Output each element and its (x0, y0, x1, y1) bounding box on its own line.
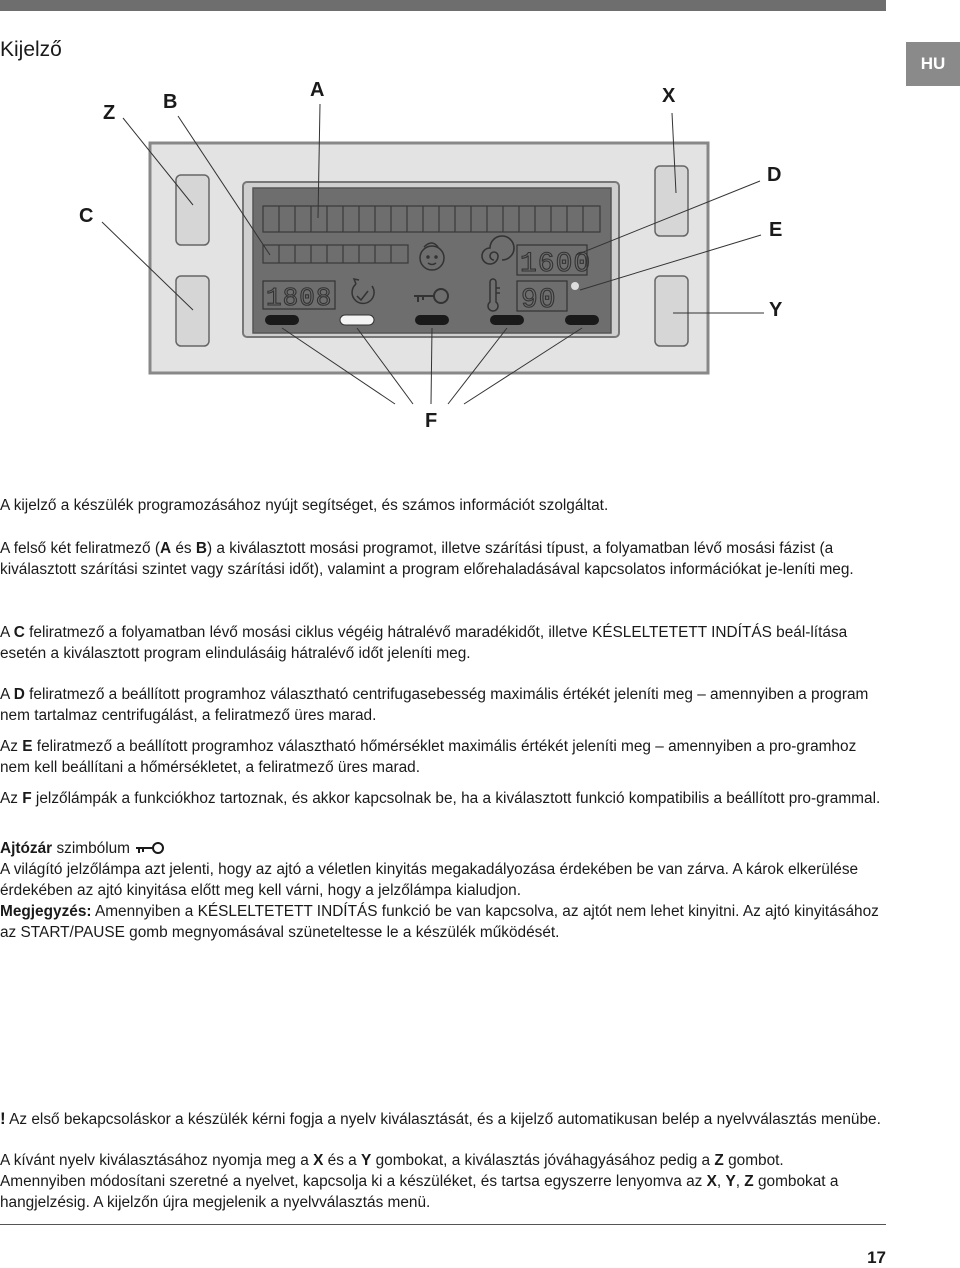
language-badge: HU (906, 42, 960, 86)
lock-note: Megjegyzés: Amennyiben a KÉSLELTETETT INDÍTÁS funkció be van kapcsolva, az ajtót nem lehet kinyitni. Az ajtó kinyitásához az START/PAUSE gomb megnyomásával szüneteltesse le a készülék működését. (0, 903, 879, 941)
paragraph-c: A C feliratmező a folyamatban lévő mosási ciklus végéig hátralévő maradékidőt, illetve KÉSLELTETETT INDÍTÁS beál-lítása esetén a kiválasztott program elindulásáig hátralévő időt jeleníti meg. (0, 624, 848, 662)
indicator-lamp-4 (490, 315, 524, 325)
lock-heading: Ajtózár szimbólum (0, 838, 890, 859)
indicator-lamp-2 (340, 315, 374, 325)
button-z (176, 175, 209, 245)
paragraph-ab: A felső két feliratmező (A és B) a kiválasztott mosási programot, illetve szárítási típust, a folyamatban lévő mosási fázist (a kiválasztott szárítási szintet vagy szárítási időt), valamint a program előrehaladásával kapcsolatos információkat je-leníti meg. (0, 540, 854, 578)
page-title: Kijelző (0, 38, 62, 61)
button-c-side (176, 276, 209, 346)
intro-paragraph: A kijelző a készülék programozásához nyújt segítséget, és számos információt szolgáltat. (0, 497, 609, 514)
paragraph-e: Az E feliratmező a beállított programhoz választható hőmérséklet maximális értékét jeleníti meg – amennyiben a pro-gramhoz nem kell beállítani a hőmérsékletet, a feliratmező üres marad. (0, 738, 857, 776)
label-d: D (767, 164, 782, 186)
indicator-lamp-5 (565, 315, 599, 325)
label-a: A (310, 79, 325, 101)
degree-dot (571, 282, 579, 290)
label-b: B (163, 91, 178, 113)
label-y: Y (769, 299, 783, 321)
warning-paragraph-3: Amennyiben módosítani szeretné a nyelvet, kapcsolja ki a készüléket, és tartsa egyszerre lenyomva az X, Y, Z gombokat a hangjelzésig. A kijelzőn újra megjelenik a nyelvválasztás menü. (0, 1173, 839, 1211)
label-z: Z (103, 102, 116, 124)
paragraph-d: A D feliratmező a beállított programhoz választható centrifugasebesség maximális értékét jeleníti meg – amennyiben a program nem tartalmaz centrifugálást, a feliratmező üres marad. (0, 686, 869, 724)
indicator-lamp-3 (415, 315, 449, 325)
label-x: X (662, 85, 676, 107)
key-icon (134, 842, 166, 856)
bottom-rule (0, 1224, 886, 1225)
label-f: F (425, 410, 438, 432)
page-number: 17 (867, 1248, 886, 1267)
paragraph-f: Az F jelzőlámpák a funkciókhoz tartoznak, és akkor kapcsolnak be, ha a kiválasztott funkció kompatibilis a beállított pro-grammal. (0, 790, 881, 807)
warning-icon: ! (0, 1109, 6, 1128)
label-c: C (79, 205, 94, 227)
time-digits: 1808 (266, 283, 333, 313)
label-e: E (769, 219, 783, 241)
warning-paragraph-2: A kívánt nyelv kiválasztásához nyomja meg a X és a Y gombokat, a kiválasztás jóváhagyásához pedig a Z gombot. (0, 1152, 784, 1169)
indicator-lamp-1 (265, 315, 299, 325)
temp-digits: 90 (521, 285, 557, 316)
button-y (655, 276, 688, 346)
spin-digits: 1600 (520, 249, 592, 280)
warning-paragraph-1: ! Az első bekapcsoláskor a készülék kérni fogja a nyelv kiválasztását, és a kijelző automatikusan belép a nyelvválasztás menübe. (0, 1109, 881, 1128)
button-x (655, 166, 688, 236)
display-diagram (0, 0, 960, 440)
lock-description: A világító jelzőlámpa azt jelenti, hogy az ajtó a véletlen kinyitás megakadályozása érdekében be van zárva. A károk elkerülése érdekében az ajtó kinyitása előtt meg kell várni, hogy a jelzőlámpa kialudjon. (0, 861, 859, 899)
